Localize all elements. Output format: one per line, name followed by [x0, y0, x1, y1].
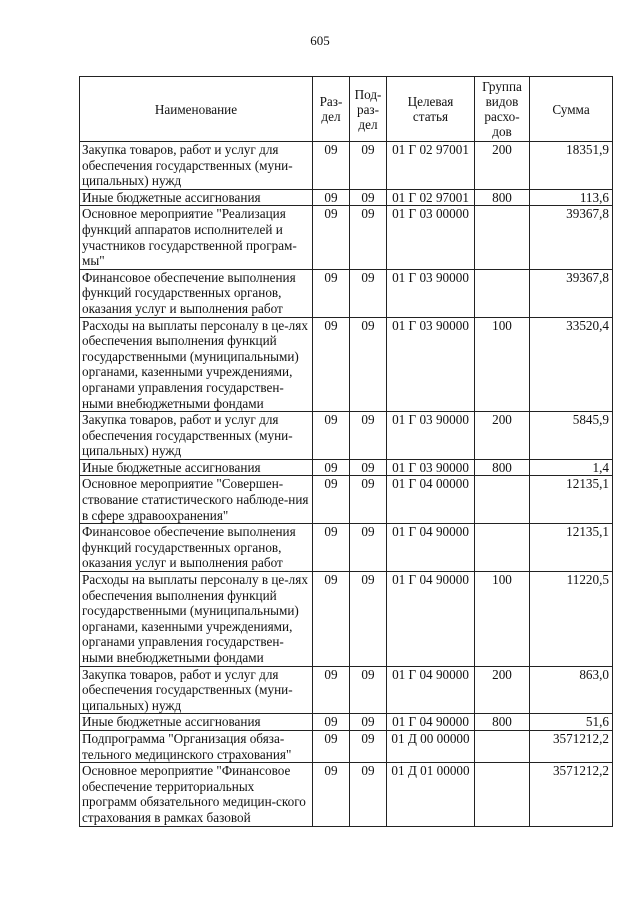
cell-amount: 1,4: [530, 459, 613, 476]
cell-expense-group: 800: [475, 459, 530, 476]
cell-section: 09: [313, 269, 350, 317]
cell-section: 09: [313, 459, 350, 476]
cell-amount: 11220,5: [530, 572, 613, 667]
cell-name: Подпрограмма "Организация обяза-тельного медицинского страхования": [80, 730, 313, 762]
cell-article: 01 Д 00 00000: [387, 730, 475, 762]
cell-section: 09: [313, 476, 350, 524]
cell-name: Иные бюджетные ассигнования: [80, 714, 313, 731]
cell-name: Иные бюджетные ассигнования: [80, 459, 313, 476]
cell-subsection: 09: [350, 476, 387, 524]
page-number: 605: [310, 33, 330, 48]
cell-expense-group: 100: [475, 317, 530, 412]
header-article: Целевая статья: [387, 77, 475, 142]
table-row: [80, 142, 613, 190]
cell-article: 01 Г 03 90000: [387, 317, 475, 412]
cell-expense-group: [475, 269, 530, 317]
cell-name: Закупка товаров, работ и услуг для обеспечения государственных (муни-ципальных) нужд: [80, 142, 313, 190]
cell-name: Основное мероприятие "Реализация функций аппаратов исполнителей и участников государственной програм-мы": [80, 206, 313, 269]
cell-expense-group: 200: [475, 666, 530, 714]
cell-expense-group: [475, 763, 530, 826]
cell-expense-group: [475, 524, 530, 572]
cell-amount: 3571212,2: [530, 730, 613, 762]
cell-expense-group: 100: [475, 572, 530, 667]
cell-article: 01 Д 01 00000: [387, 763, 475, 826]
cell-amount: 39367,8: [530, 269, 613, 317]
cell-subsection: 09: [350, 142, 387, 190]
table-row: [80, 763, 613, 826]
table-row: [80, 459, 613, 476]
table-row: [80, 476, 613, 524]
cell-expense-group: 200: [475, 142, 530, 190]
budget-table: [79, 76, 613, 827]
cell-subsection: 09: [350, 524, 387, 572]
cell-expense-group: [475, 206, 530, 269]
cell-amount: 51,6: [530, 714, 613, 731]
table-row: [80, 412, 613, 460]
cell-expense-group: 800: [475, 189, 530, 206]
cell-article: 01 Г 03 90000: [387, 269, 475, 317]
cell-section: 09: [313, 142, 350, 190]
cell-amount: 18351,9: [530, 142, 613, 190]
cell-article: 01 Г 02 97001: [387, 142, 475, 190]
cell-subsection: 09: [350, 189, 387, 206]
cell-section: 09: [313, 524, 350, 572]
cell-name: Расходы на выплаты персоналу в це-лях обеспечения выполнения функций государственными (муниципальными) органами, казенными учреждениями, органами управления государствен-ными внебюджетными фондами: [80, 572, 313, 667]
cell-amount: 39367,8: [530, 206, 613, 269]
cell-article: 01 Г 04 90000: [387, 572, 475, 667]
header-section: Раз- дел: [313, 77, 350, 142]
cell-subsection: 09: [350, 666, 387, 714]
cell-name: Финансовое обеспечение выполнения функций государственных органов, оказания услуг и выполнения работ: [80, 269, 313, 317]
table-row: [80, 666, 613, 714]
cell-section: 09: [313, 189, 350, 206]
cell-subsection: 09: [350, 206, 387, 269]
cell-name: Основное мероприятие "Совершен-ствование статистического наблюде-ния в сфере здравоохранения": [80, 476, 313, 524]
cell-section: 09: [313, 763, 350, 826]
cell-expense-group: [475, 730, 530, 762]
cell-article: 01 Г 03 90000: [387, 459, 475, 476]
cell-subsection: 09: [350, 412, 387, 460]
cell-expense-group: 200: [475, 412, 530, 460]
cell-article: 01 Г 04 00000: [387, 476, 475, 524]
cell-name: Расходы на выплаты персоналу в це-лях обеспечения выполнения функций государственными (муниципальными) органами, казенными учреждениями, органами управления государствен-ными внебюджетными фондами: [80, 317, 313, 412]
table-row: [80, 572, 613, 667]
cell-name: Основное мероприятие "Финансовое обеспечение территориальных программ обязательного медицин-ского страхования в рамках базовой: [80, 763, 313, 826]
cell-subsection: 09: [350, 269, 387, 317]
cell-article: 01 Г 03 00000: [387, 206, 475, 269]
cell-expense-group: [475, 476, 530, 524]
cell-name: Закупка товаров, работ и услуг для обеспечения государственных (муни-ципальных) нужд: [80, 412, 313, 460]
table-row: [80, 317, 613, 412]
cell-amount: 12135,1: [530, 524, 613, 572]
header-amount: Сумма: [530, 77, 613, 142]
cell-subsection: 09: [350, 714, 387, 731]
table-row: [80, 730, 613, 762]
cell-subsection: 09: [350, 730, 387, 762]
cell-subsection: 09: [350, 459, 387, 476]
cell-amount: 5845,9: [530, 412, 613, 460]
cell-article: 01 Г 03 90000: [387, 412, 475, 460]
cell-amount: 12135,1: [530, 476, 613, 524]
cell-section: 09: [313, 206, 350, 269]
cell-amount: 863,0: [530, 666, 613, 714]
cell-name: Иные бюджетные ассигнования: [80, 189, 313, 206]
table-row: [80, 206, 613, 269]
cell-section: 09: [313, 317, 350, 412]
cell-amount: 113,6: [530, 189, 613, 206]
cell-article: 01 Г 04 90000: [387, 666, 475, 714]
cell-section: 09: [313, 730, 350, 762]
cell-expense-group: 800: [475, 714, 530, 731]
cell-subsection: 09: [350, 317, 387, 412]
table-row: [80, 714, 613, 731]
table-header-row: [80, 77, 613, 142]
cell-section: 09: [313, 666, 350, 714]
header-expense-group: Группа видов расхо- дов: [475, 77, 530, 142]
table-row: [80, 269, 613, 317]
cell-article: 01 Г 02 97001: [387, 189, 475, 206]
table-row: [80, 524, 613, 572]
cell-article: 01 Г 04 90000: [387, 714, 475, 731]
cell-subsection: 09: [350, 763, 387, 826]
cell-section: 09: [313, 572, 350, 667]
cell-section: 09: [313, 412, 350, 460]
cell-amount: 33520,4: [530, 317, 613, 412]
table-row: [80, 189, 613, 206]
header-name: Наименование: [80, 77, 313, 142]
cell-article: 01 Г 04 90000: [387, 524, 475, 572]
cell-name: Финансовое обеспечение выполнения функций государственных органов, оказания услуг и выполнения работ: [80, 524, 313, 572]
cell-name: Закупка товаров, работ и услуг для обеспечения государственных (муни-ципальных) нужд: [80, 666, 313, 714]
cell-section: 09: [313, 714, 350, 731]
cell-amount: 3571212,2: [530, 763, 613, 826]
header-subsection: Под- раз- дел: [350, 77, 387, 142]
cell-subsection: 09: [350, 572, 387, 667]
